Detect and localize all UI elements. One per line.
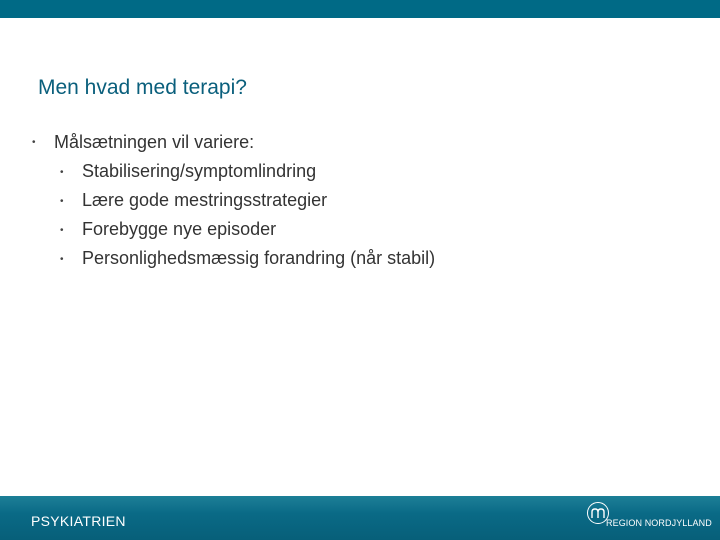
- sub-bullet-text: Personlighedsmæssig forandring (når stabil): [82, 248, 436, 268]
- slide-content: [32, 129, 692, 273]
- bullet-icon: •: [60, 254, 64, 265]
- bullet-icon: •: [60, 196, 64, 207]
- footer-bar: [0, 496, 720, 540]
- sub-bullet-item: [32, 157, 692, 186]
- bullet-icon: •: [32, 137, 36, 148]
- sub-bullet-item: [32, 244, 692, 273]
- region-name: REGION NORDJYLLAND: [606, 518, 712, 528]
- sub-bullet-item: [32, 186, 692, 215]
- bullet-item: [32, 129, 692, 155]
- sub-bullet-list: [32, 157, 692, 273]
- bullet-icon: •: [60, 225, 64, 236]
- top-bar: [0, 0, 720, 18]
- sub-bullet-text: Forebygge nye episoder: [82, 219, 277, 239]
- slide-title: Men hvad med terapi?: [38, 76, 247, 99]
- sub-bullet-text: Lære gode mestringsstrategier: [82, 190, 328, 210]
- bullet-text: Målsætningen vil variere:: [54, 132, 255, 152]
- sub-bullet-item: [32, 215, 692, 244]
- footer-brand: PSYKIATRIEN: [31, 513, 126, 529]
- bullet-icon: •: [60, 167, 64, 178]
- sub-bullet-text: Stabilisering/symptomlindring: [82, 161, 317, 181]
